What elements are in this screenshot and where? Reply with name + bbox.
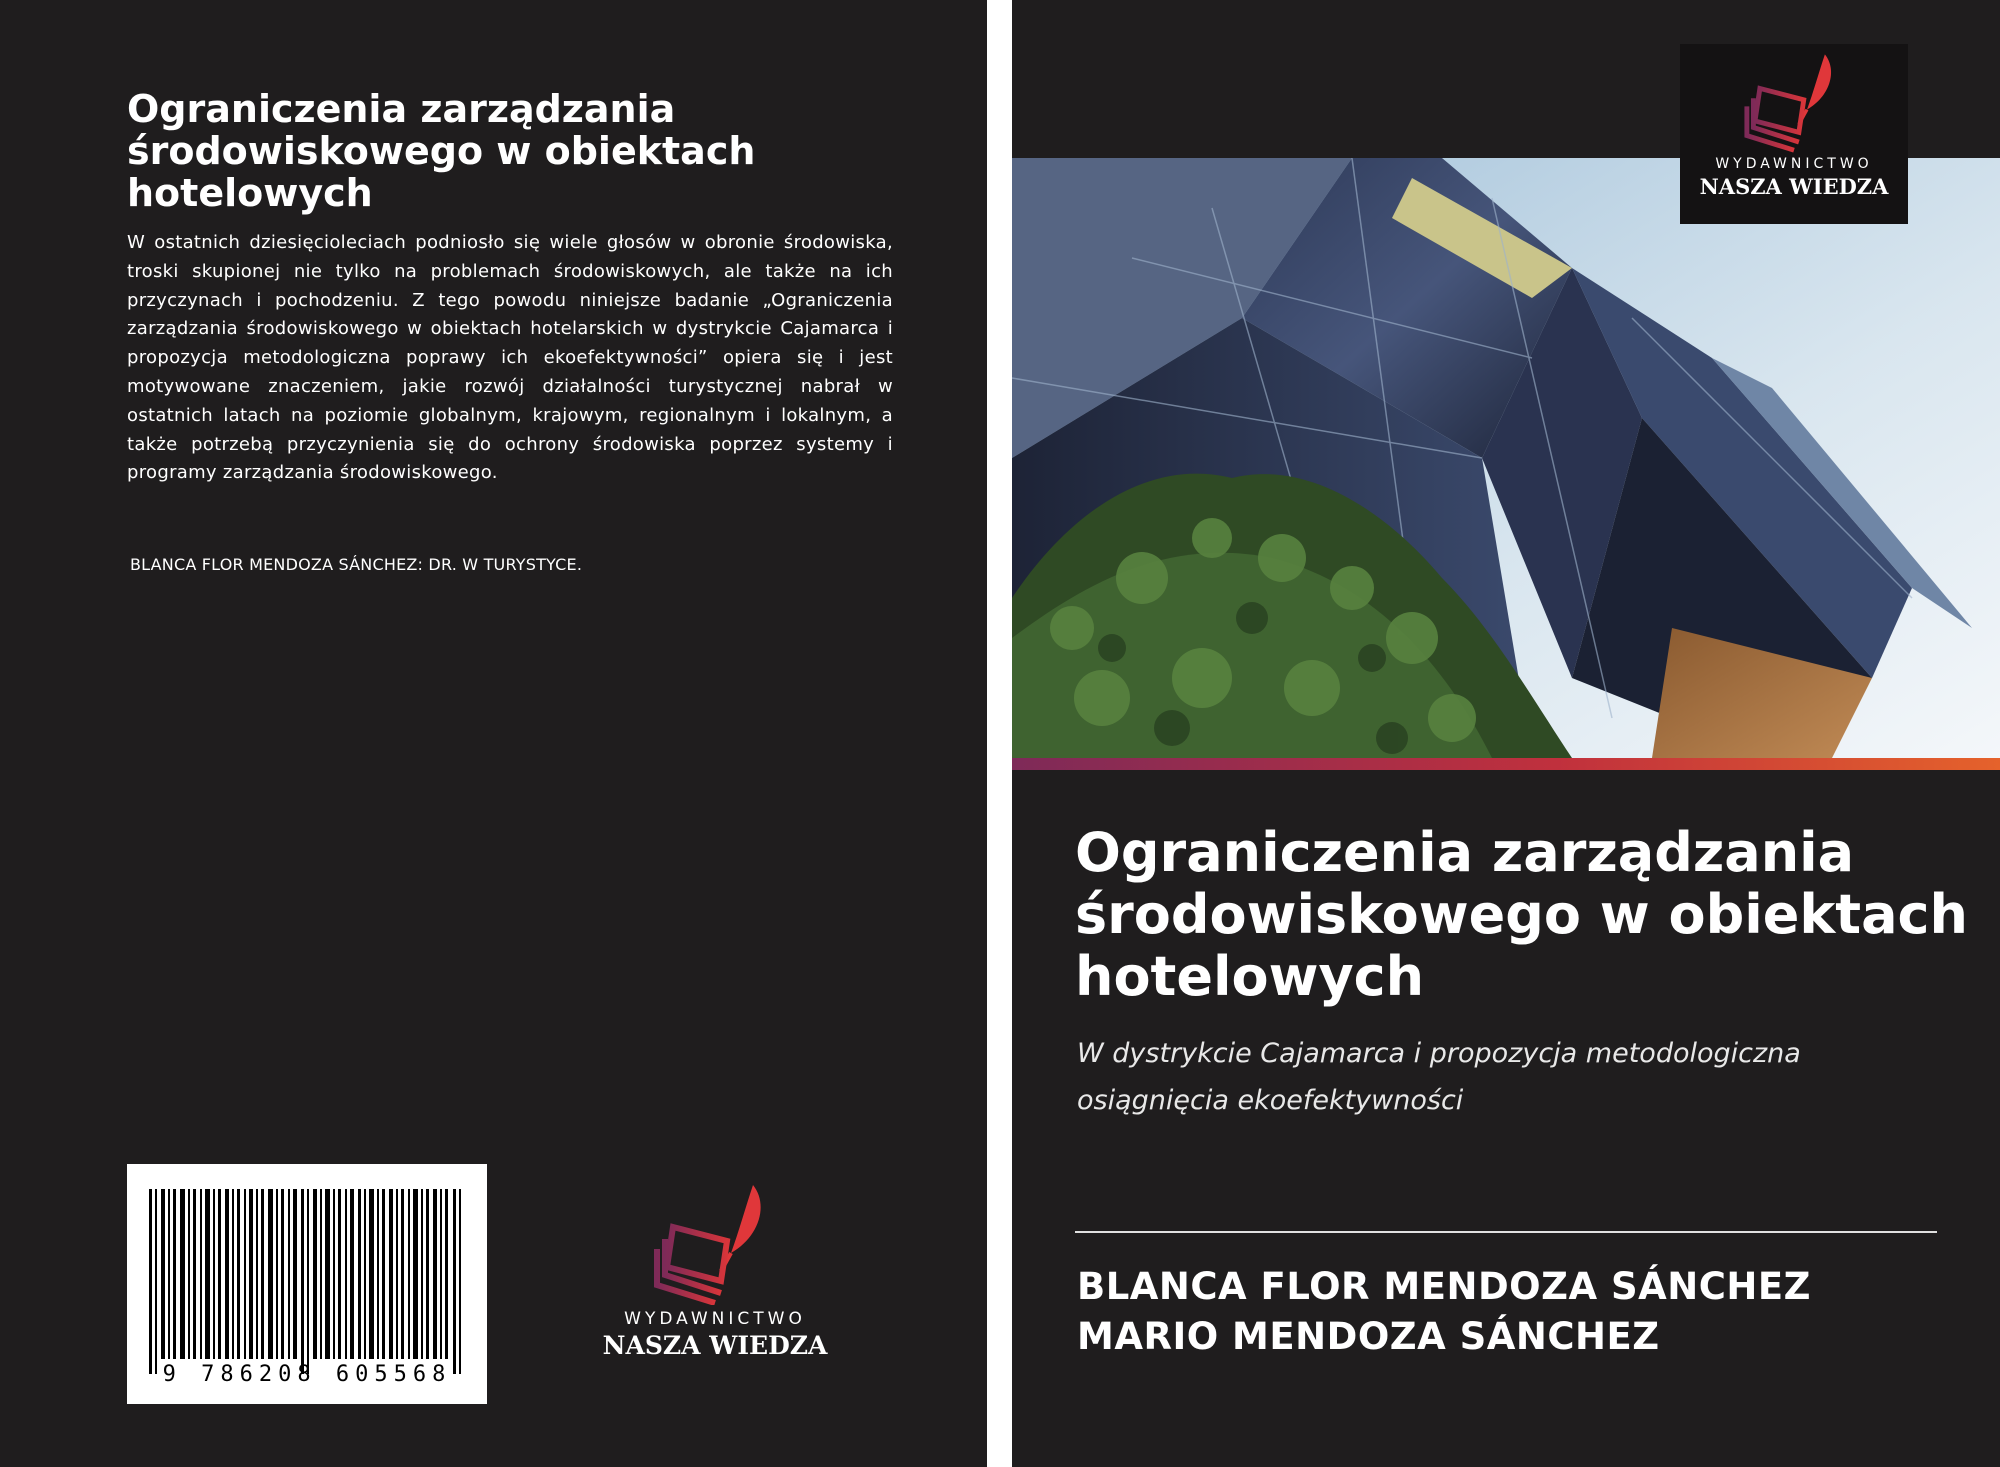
divider <box>1075 1231 1937 1233</box>
author-name: MARIO MENDOZA SÁNCHEZ <box>1077 1315 1660 1358</box>
publisher-logo-front <box>1680 44 1908 224</box>
publisher-line1: WYDAWNICTWO <box>624 1309 806 1329</box>
isbn-number: 9 786208 605568 <box>162 1362 452 1387</box>
cover-photo-building <box>1012 158 2000 758</box>
publisher-line2: NASZA WIEDZA <box>1699 174 1889 199</box>
front-cover-title: Ograniczenia zarządzania środowiskowego w obiektach hotelowych <box>1075 821 1968 1008</box>
accent-stripe <box>1012 758 2000 770</box>
publisher-line1: WYDAWNICTWO <box>1715 156 1873 172</box>
author-name: BLANCA FLOR MENDOZA SÁNCHEZ <box>1077 1265 1811 1308</box>
book-quill-icon <box>635 1175 795 1305</box>
author-bio: BLANCA FLOR MENDOZA SÁNCHEZ: DR. W TURYSTYCE. <box>130 555 583 574</box>
back-cover <box>0 0 987 1467</box>
back-cover-title: Ograniczenia zarządzania środowiskowego w obiektach hotelowych <box>127 87 756 215</box>
spine <box>987 0 1012 1467</box>
front-cover-subtitle: W dystrykcie Cajamarca i propozycja metodologiczna osiągnięcia ekoefektywności <box>1077 1038 1801 1116</box>
publisher-logo-back <box>580 1175 850 1375</box>
publisher-line2: NASZA WIEDZA <box>602 1331 828 1360</box>
isbn-barcode <box>127 1164 487 1404</box>
back-cover-blurb: W ostatnich dziesięcioleciach podniosło się wiele głosów w obronie środowiska, troski skupionej nie tylko na problemach środowiskowych, ale także na ich przyczynach i pochodzeniu. Z tego powodu niniejsze badanie „Ograniczenia zarządzania środowiskowego w obiektach hotelarskich w dystrykcie Cajamarca i propozycja metodologiczna poprawy ich ekoefektywności” opiera się i jest motywowane znaczeniem, jakie rozwój działalności turystycznej nabrał w ostatnich latach na poziomie globalnym, krajowym, regionalnym i lokalnym, a także potrzebą przyczynienia się do ochrony środowiska poprzez systemy i programy zarządzania środowiskowego. <box>127 232 893 484</box>
front-cover <box>1012 0 2000 1467</box>
book-quill-icon <box>1729 44 1859 154</box>
